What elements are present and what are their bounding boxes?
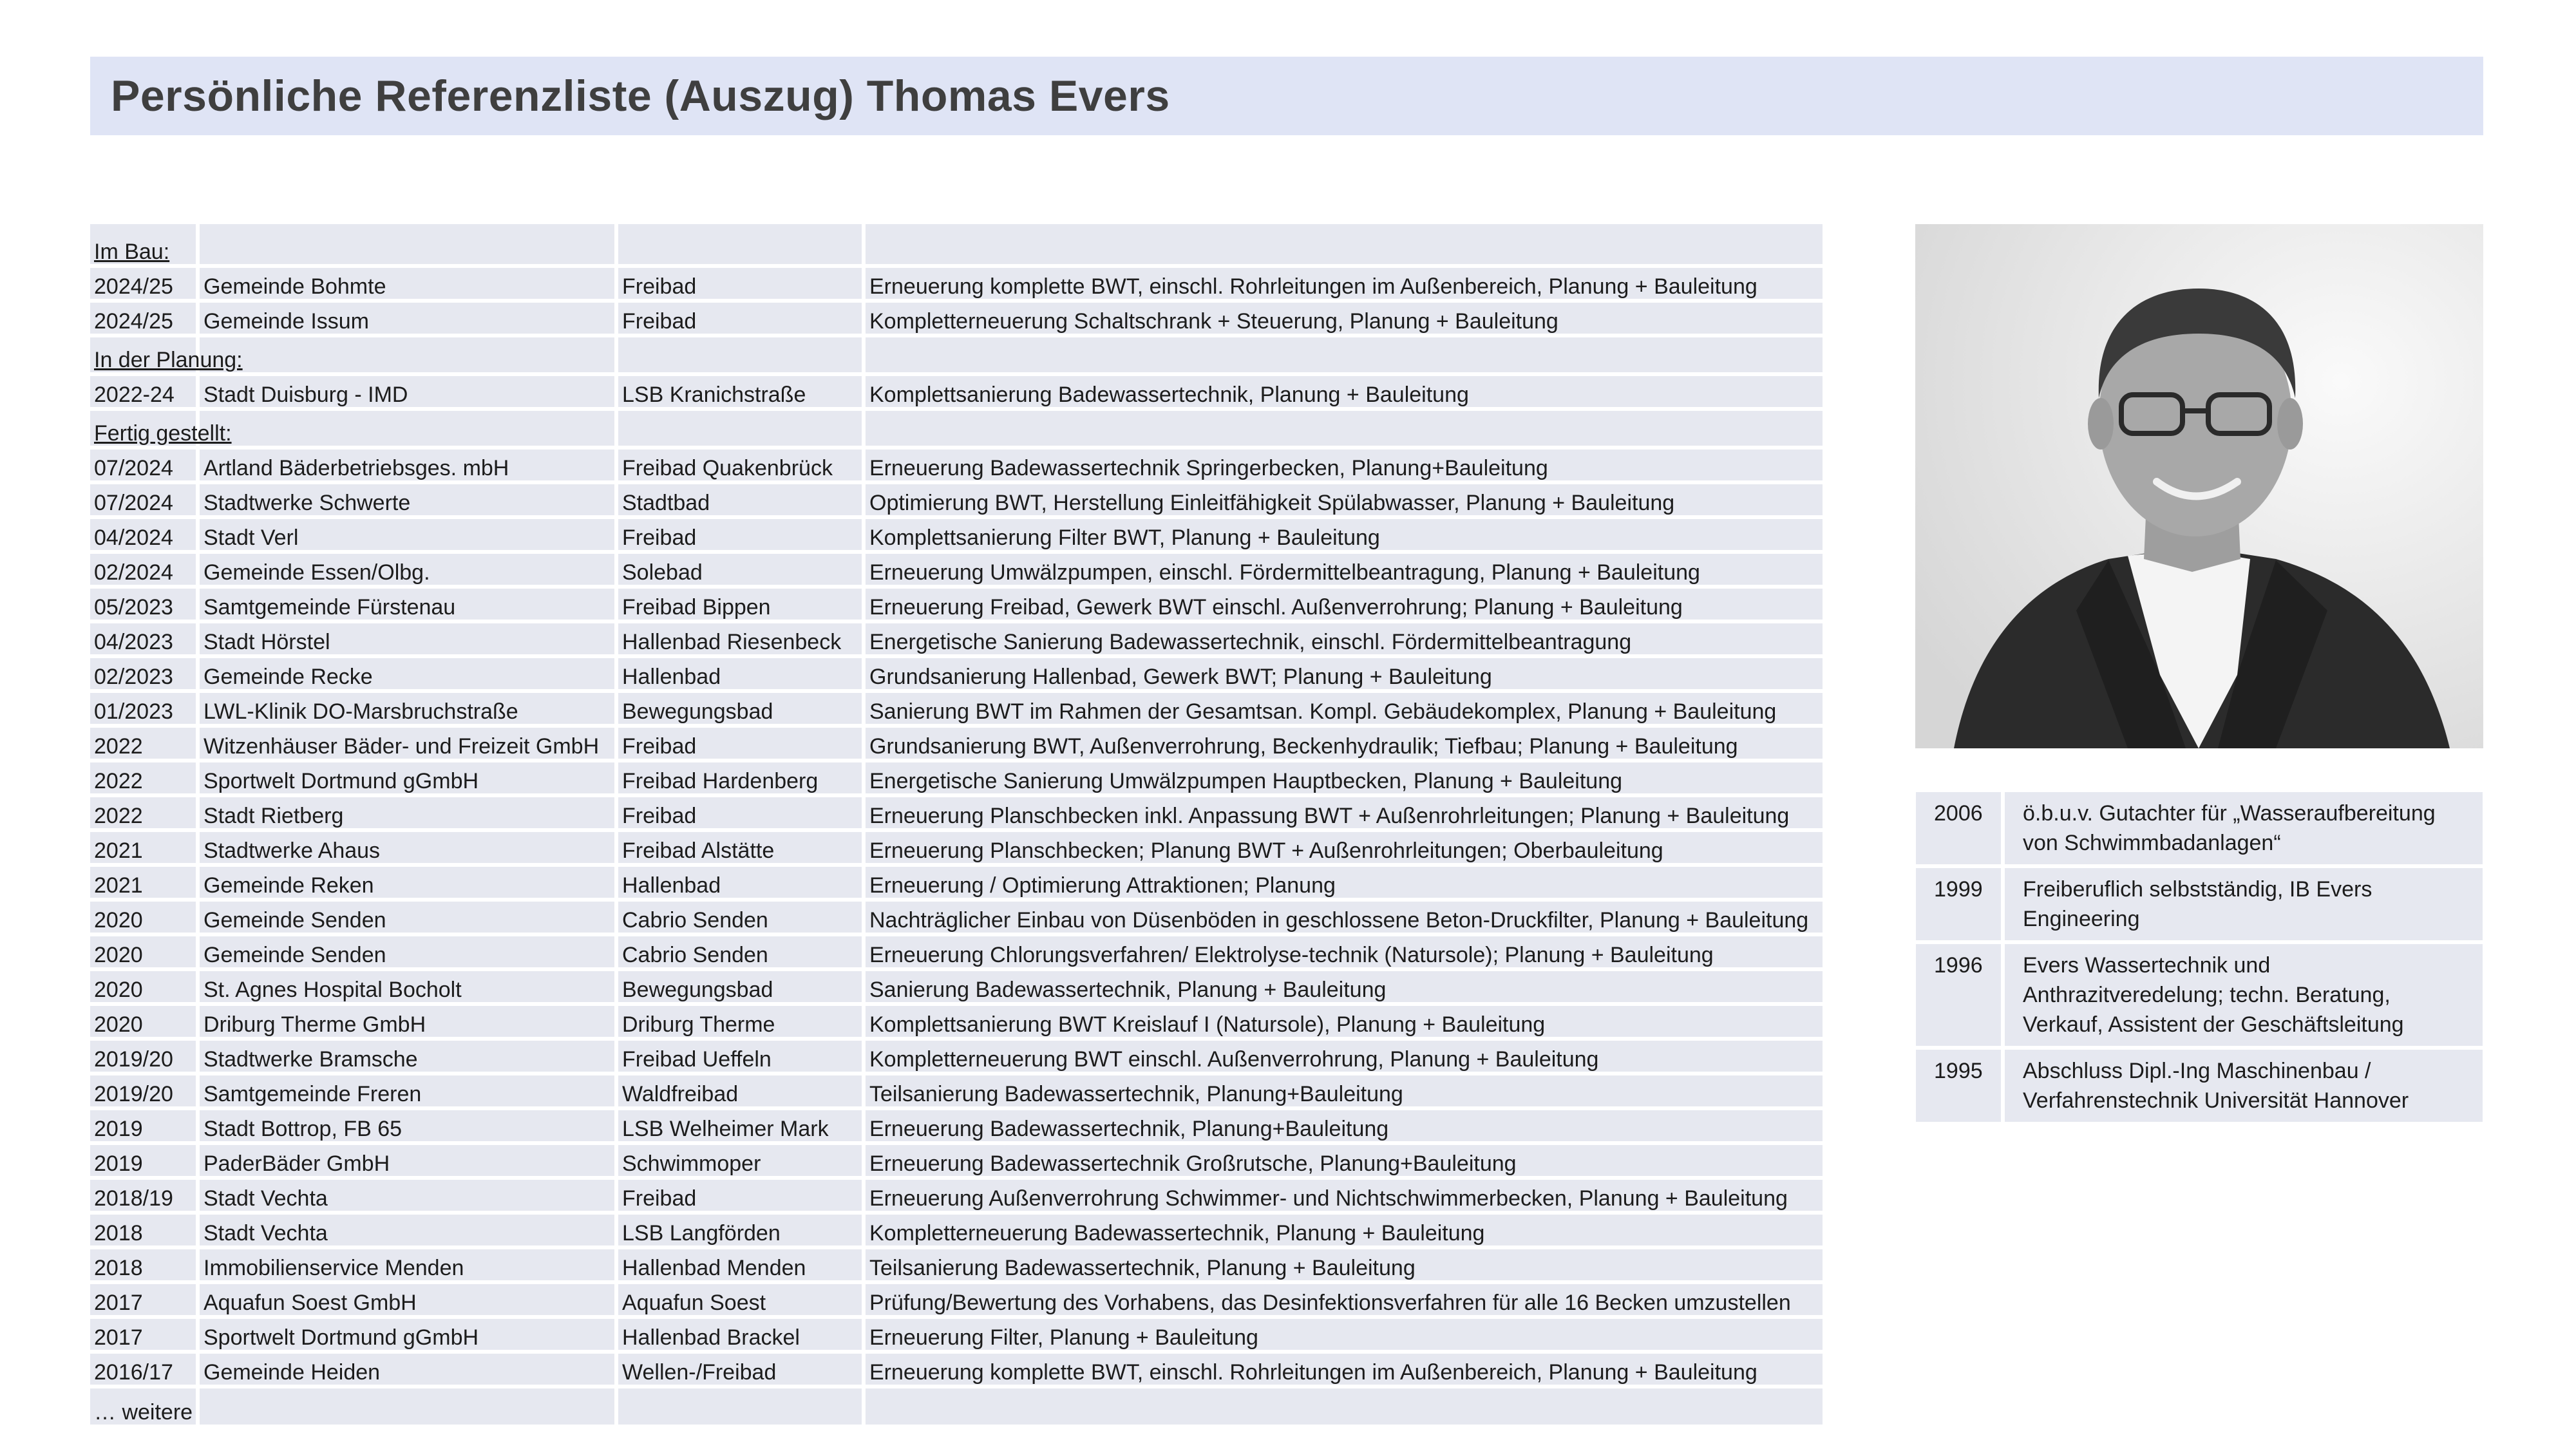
date-cell: 2022 — [90, 762, 200, 797]
cv-year: 1995 — [1916, 1050, 2005, 1126]
facility-cell: Hallenbad — [618, 658, 866, 693]
section-row — [90, 411, 1823, 450]
table-row — [90, 693, 1823, 728]
date-cell: 2018 — [90, 1249, 200, 1284]
date-cell: 2020 — [90, 936, 200, 971]
date-cell: 2018 — [90, 1215, 200, 1249]
description-cell: Teilsanierung Badewassertechnik, Planung + Bauleitung — [866, 1249, 1823, 1284]
table-row — [90, 1041, 1823, 1075]
client-cell: Stadt Verl — [200, 519, 618, 554]
facility-cell: Hallenbad Brackel — [618, 1319, 866, 1354]
date-cell: 01/2023 — [90, 693, 200, 728]
client-cell: PaderBäder GmbH — [200, 1145, 618, 1180]
cv-text-line: Evers Wassertechnik und — [2023, 953, 2271, 978]
cv-row — [1916, 792, 2483, 868]
client-cell: Stadt Vechta — [200, 1215, 618, 1249]
table-row — [90, 376, 1823, 411]
date-cell: 2020 — [90, 1006, 200, 1041]
date-cell: 2024/25 — [90, 303, 200, 337]
date-cell: 2024/25 — [90, 268, 200, 303]
date-cell: 2022 — [90, 728, 200, 762]
facility-cell: Bewegungsbad — [618, 693, 866, 728]
table-row — [90, 268, 1823, 303]
facility-cell: Freibad — [618, 728, 866, 762]
table-row — [90, 658, 1823, 693]
date-cell: 2022-24 — [90, 376, 200, 411]
client-cell: Driburg Therme GmbH — [200, 1006, 618, 1041]
client-cell: Gemeinde Recke — [200, 658, 618, 693]
description-cell: Grundsanierung Hallenbad, Gewerk BWT; Planung + Bauleitung — [866, 658, 1823, 693]
facility-cell: Freibad — [618, 519, 866, 554]
table-row — [90, 902, 1823, 936]
client-cell: Immobilienservice Menden — [200, 1249, 618, 1284]
portrait-photo-icon — [1915, 224, 2483, 748]
description-cell: Nachträglicher Einbau von Düsenböden in geschlossene Beton-Druckfilter, Planung + Bauleitung — [866, 902, 1823, 936]
client-cell: Gemeinde Issum — [200, 303, 618, 337]
cv-text — [2005, 792, 2483, 868]
client-cell: Gemeinde Reken — [200, 867, 618, 902]
facility-cell: Freibad — [618, 268, 866, 303]
table-row — [90, 1145, 1823, 1180]
table-row — [90, 450, 1823, 484]
facility-cell: Stadtbad — [618, 484, 866, 519]
table-row — [90, 762, 1823, 797]
description-cell: Erneuerung Planschbecken; Planung BWT + Außenrohrleitungen; Oberbauleitung — [866, 832, 1823, 867]
client-cell: Stadtwerke Ahaus — [200, 832, 618, 867]
client-cell: LWL-Klinik DO-Marsbruchstraße — [200, 693, 618, 728]
date-cell: 02/2023 — [90, 658, 200, 693]
description-cell: Optimierung BWT, Herstellung Einleitfähigkeit Spülabwasser, Planung + Bauleitung — [866, 484, 1823, 519]
client-cell: Samtgemeinde Freren — [200, 1075, 618, 1110]
table-row — [90, 1110, 1823, 1145]
more-label: … weitere — [90, 1388, 200, 1428]
facility-cell: Freibad — [618, 797, 866, 832]
facility-cell: Driburg Therme — [618, 1006, 866, 1041]
description-cell: Grundsanierung BWT, Außenverrohrung, Beckenhydraulik; Tiefbau; Planung + Bauleitung — [866, 728, 1823, 762]
description-cell: Erneuerung komplette BWT, einschl. Rohrleitungen im Außenbereich, Planung + Bauleitung — [866, 268, 1823, 303]
cv-text-line: Verfahrenstechnik Universität Hannover — [2023, 1088, 2409, 1113]
description-cell: Erneuerung Badewassertechnik, Planung+Bauleitung — [866, 1110, 1823, 1145]
facility-cell: Freibad — [618, 1180, 866, 1215]
client-cell: Sportwelt Dortmund gGmbH — [200, 1319, 618, 1354]
date-cell: 2020 — [90, 902, 200, 936]
client-cell: Stadt Bottrop, FB 65 — [200, 1110, 618, 1145]
table-row — [90, 589, 1823, 623]
client-cell: Aquafun Soest GmbH — [200, 1284, 618, 1319]
cv-text-line: Engineering — [2023, 907, 2140, 931]
cv-text-line: Freiberuflich selbstständig, IB Evers — [2023, 877, 2372, 902]
table-row — [90, 1075, 1823, 1110]
date-cell: 2019/20 — [90, 1075, 200, 1110]
table-row — [90, 832, 1823, 867]
date-cell: 07/2024 — [90, 484, 200, 519]
description-cell: Erneuerung Planschbecken inkl. Anpassung BWT + Außenrohrleitungen; Planung + Bauleitung — [866, 797, 1823, 832]
client-cell: Gemeinde Essen/Olbg. — [200, 554, 618, 589]
client-cell: Stadt Duisburg - IMD — [200, 376, 618, 411]
client-cell: Stadt Rietberg — [200, 797, 618, 832]
date-cell: 2019 — [90, 1145, 200, 1180]
cv-text-line: von Schwimmbadanlagen“ — [2023, 831, 2281, 855]
facility-cell: Aquafun Soest — [618, 1284, 866, 1319]
table-row — [90, 1215, 1823, 1249]
section-label-in-planung: In der Planung: — [94, 348, 243, 372]
more-row — [90, 1388, 1823, 1428]
date-cell: 2017 — [90, 1284, 200, 1319]
cv-text — [2005, 944, 2483, 1050]
date-cell: 2022 — [90, 797, 200, 832]
facility-cell: Freibad Hardenberg — [618, 762, 866, 797]
facility-cell: Hallenbad Menden — [618, 1249, 866, 1284]
facility-cell: Freibad Quakenbrück — [618, 450, 866, 484]
date-cell: 2018/19 — [90, 1180, 200, 1215]
description-cell: Erneuerung Badewassertechnik Springerbecken, Planung+Bauleitung — [866, 450, 1823, 484]
portrait-photo — [1915, 224, 2483, 748]
description-cell: Erneuerung Chlorungsverfahren/ Elektrolyse-technik (Natursole); Planung + Bauleitung — [866, 936, 1823, 971]
client-cell: Gemeinde Heiden — [200, 1354, 618, 1388]
date-cell: 2021 — [90, 867, 200, 902]
description-cell: Komplettsanierung Filter BWT, Planung + Bauleitung — [866, 519, 1823, 554]
description-cell: Kompletterneuerung Badewassertechnik, Planung + Bauleitung — [866, 1215, 1823, 1249]
description-cell: Energetische Sanierung Badewassertechnik, einschl. Fördermittelbeantragung — [866, 623, 1823, 658]
description-cell: Erneuerung Außenverrohrung Schwimmer- und Nichtschwimmerbecken, Planung + Bauleitung — [866, 1180, 1823, 1215]
cv-text-line: Abschluss Dipl.-Ing Maschinenbau / — [2023, 1059, 2371, 1083]
client-cell: Samtgemeinde Fürstenau — [200, 589, 618, 623]
description-cell: Erneuerung komplette BWT, einschl. Rohrleitungen im Außenbereich, Planung + Bauleitung — [866, 1354, 1823, 1388]
table-row — [90, 936, 1823, 971]
cv-table — [1916, 792, 2483, 1126]
date-cell: 05/2023 — [90, 589, 200, 623]
client-cell: Artland Bäderbetriebsges. mbH — [200, 450, 618, 484]
cv-row — [1916, 944, 2483, 1050]
description-cell: Erneuerung Freibad, Gewerk BWT einschl. Außenverrohrung; Planung + Bauleitung — [866, 589, 1823, 623]
description-cell: Erneuerung / Optimierung Attraktionen; Planung — [866, 867, 1823, 902]
table-row — [90, 867, 1823, 902]
cv-text — [2005, 868, 2483, 944]
description-cell: Kompletterneuerung BWT einschl. Außenverrohrung, Planung + Bauleitung — [866, 1041, 1823, 1075]
table-row — [90, 519, 1823, 554]
date-cell: 2021 — [90, 832, 200, 867]
client-cell: Stadt Hörstel — [200, 623, 618, 658]
description-cell: Prüfung/Bewertung des Vorhabens, das Desinfektionsverfahren für alle 16 Becken umzustellen — [866, 1284, 1823, 1319]
description-cell: Energetische Sanierung Umwälzpumpen Hauptbecken, Planung + Bauleitung — [866, 762, 1823, 797]
table-row — [90, 554, 1823, 589]
facility-cell: Freibad — [618, 303, 866, 337]
description-cell: Teilsanierung Badewassertechnik, Planung+Bauleitung — [866, 1075, 1823, 1110]
description-cell: Komplettsanierung BWT Kreislauf I (Natursole), Planung + Bauleitung — [866, 1006, 1823, 1041]
client-cell: Witzenhäuser Bäder- und Freizeit GmbH — [200, 728, 618, 762]
facility-cell: Hallenbad — [618, 867, 866, 902]
date-cell: 07/2024 — [90, 450, 200, 484]
facility-cell: Hallenbad Riesenbeck — [618, 623, 866, 658]
date-cell: 04/2023 — [90, 623, 200, 658]
table-row — [90, 1249, 1823, 1284]
table-row — [90, 484, 1823, 519]
section-label-fertig: Fertig gestellt: — [94, 421, 232, 446]
reference-table — [90, 224, 1823, 1428]
title-bar — [90, 57, 2483, 135]
description-cell: Kompletterneuerung Schaltschrank + Steuerung, Planung + Bauleitung — [866, 303, 1823, 337]
facility-cell: Freibad Bippen — [618, 589, 866, 623]
description-cell: Erneuerung Filter, Planung + Bauleitung — [866, 1319, 1823, 1354]
table-row — [90, 797, 1823, 832]
date-cell: 2016/17 — [90, 1354, 200, 1388]
description-cell: Erneuerung Badewassertechnik Großrutsche, Planung+Bauleitung — [866, 1145, 1823, 1180]
description-cell: Sanierung Badewassertechnik, Planung + Bauleitung — [866, 971, 1823, 1006]
cv-year: 1996 — [1916, 944, 2005, 1050]
table-row — [90, 1319, 1823, 1354]
facility-cell: Freibad Ueffeln — [618, 1041, 866, 1075]
date-cell: 04/2024 — [90, 519, 200, 554]
client-cell: Stadtwerke Bramsche — [200, 1041, 618, 1075]
facility-cell: LSB Langförden — [618, 1215, 866, 1249]
description-cell: Sanierung BWT im Rahmen der Gesamtsan. Kompl. Gebäudekomplex, Planung + Bauleitung — [866, 693, 1823, 728]
table-row — [90, 1354, 1823, 1388]
cv-year: 1999 — [1916, 868, 2005, 944]
section-row — [90, 337, 1823, 376]
facility-cell: Wellen-/Freibad — [618, 1354, 866, 1388]
table-row — [90, 1180, 1823, 1215]
cv-text-line: Verkauf, Assistent der Geschäftsleitung — [2023, 1012, 2404, 1037]
description-cell: Erneuerung Umwälzpumpen, einschl. Fördermittelbeantragung, Planung + Bauleitung — [866, 554, 1823, 589]
client-cell: Sportwelt Dortmund gGmbH — [200, 762, 618, 797]
client-cell: Stadtwerke Schwerte — [200, 484, 618, 519]
facility-cell: Solebad — [618, 554, 866, 589]
facility-cell: Schwimmoper — [618, 1145, 866, 1180]
facility-cell: Freibad Alstätte — [618, 832, 866, 867]
cv-row — [1916, 1050, 2483, 1126]
date-cell: 02/2024 — [90, 554, 200, 589]
table-row — [90, 1006, 1823, 1041]
table-row — [90, 303, 1823, 337]
table-row — [90, 623, 1823, 658]
table-row — [90, 971, 1823, 1006]
client-cell: Gemeinde Bohmte — [200, 268, 618, 303]
date-cell: 2019/20 — [90, 1041, 200, 1075]
table-row — [90, 1284, 1823, 1319]
facility-cell: Waldfreibad — [618, 1075, 866, 1110]
date-cell: 2017 — [90, 1319, 200, 1354]
facility-cell: LSB Welheimer Mark — [618, 1110, 866, 1145]
facility-cell: Bewegungsbad — [618, 971, 866, 1006]
date-cell: 2019 — [90, 1110, 200, 1145]
page-title: Persönliche Referenzliste (Auszug) Thomas Evers — [111, 71, 1170, 120]
section-row — [90, 224, 1823, 268]
client-cell: St. Agnes Hospital Bocholt — [200, 971, 618, 1006]
cv-text-line: Anthrazitveredelung; techn. Beratung, — [2023, 983, 2391, 1007]
client-cell: Stadt Vechta — [200, 1180, 618, 1215]
section-label-im-bau: Im Bau: — [94, 240, 170, 264]
description-cell: Komplettsanierung Badewassertechnik, Planung + Bauleitung — [866, 376, 1823, 411]
table-row — [90, 728, 1823, 762]
facility-cell: LSB Kranichstraße — [618, 376, 866, 411]
facility-cell: Cabrio Senden — [618, 936, 866, 971]
cv-text-line: ö.b.u.v. Gutachter für „Wasseraufbereitung — [2023, 801, 2436, 826]
cv-text — [2005, 1050, 2483, 1126]
client-cell: Gemeinde Senden — [200, 936, 618, 971]
date-cell: 2020 — [90, 971, 200, 1006]
cv-row — [1916, 868, 2483, 944]
cv-year: 2006 — [1916, 792, 2005, 868]
client-cell: Gemeinde Senden — [200, 902, 618, 936]
facility-cell: Cabrio Senden — [618, 902, 866, 936]
